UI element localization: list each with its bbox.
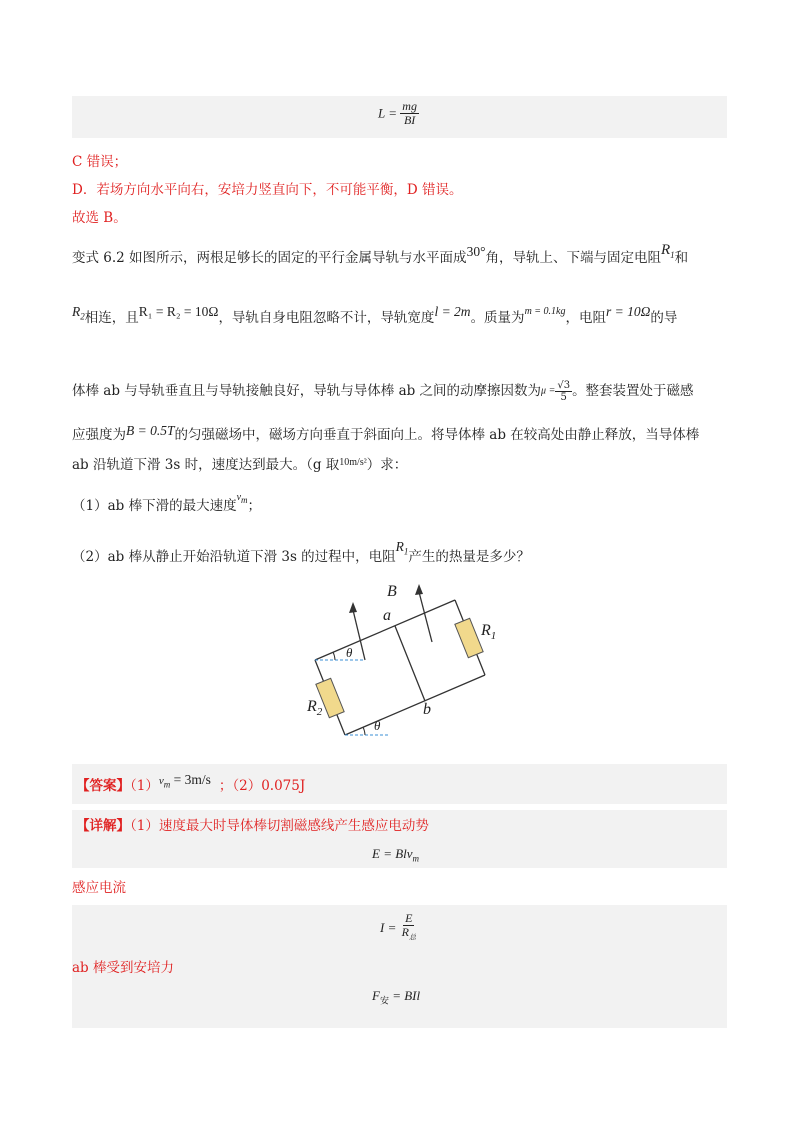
q2-R-symbol: R: [395, 539, 404, 554]
label-b: b: [423, 701, 431, 718]
rod-resistance: r = 10Ω: [605, 304, 651, 319]
equation-force-F: F: [372, 988, 380, 1003]
question-2-text: （2）ab 棒从静止开始沿轨道下滑 3s 的过程中，电阻: [72, 549, 396, 565]
label-theta-bottom: θ: [374, 718, 381, 733]
label-a: a: [383, 607, 391, 624]
problem-text-2a: 相连，且: [84, 310, 139, 326]
detail-text: （1）速度最大时导体棒切割磁感线产生感应电动势: [130, 818, 429, 834]
question-1-text: （1）ab 棒下滑的最大速度: [72, 498, 237, 514]
problem-text-4b: 的匀强磁场中，磁场方向垂直于斜面向上。将导体棒 ab 在较高处由静止释放，当导体棒: [174, 427, 700, 443]
label-R1: [481, 622, 496, 642]
resistor-R1: [455, 618, 483, 657]
q1-v-symbol: v: [236, 492, 242, 503]
problem-text-2d: ，电阻: [565, 310, 606, 326]
label-R2: [307, 698, 322, 718]
equation-current-lhs: I =: [380, 920, 397, 936]
equation-emf: [372, 846, 419, 864]
mass-value: m = 0.1kg: [524, 306, 566, 317]
equation-emf-main: E = Blv: [372, 846, 413, 861]
problem-text-3b: 。整套装置处于磁感: [572, 383, 694, 399]
equation-current-den-sub: 总: [408, 933, 416, 942]
mu-den: 5: [560, 392, 567, 403]
equation-force-rhs: = BIl: [392, 988, 421, 1003]
problem-text-1c: 和: [674, 250, 689, 266]
ampere-force-label: ab 棒受到安培力: [72, 960, 174, 976]
field-arrow-left: [353, 610, 365, 660]
angle-arc-top: [333, 652, 335, 660]
problem-line-3: [72, 380, 694, 403]
induced-current-label: 感应电流: [72, 880, 126, 896]
equation-current-num: E: [405, 911, 413, 925]
problem-line-5: [72, 455, 407, 477]
circuit-diagram: [295, 580, 505, 750]
problem-text-4a: 应强度为: [72, 427, 126, 443]
R2-symbol: R: [72, 304, 81, 319]
problem-text-2b: ，导轨自身电阻忽略不计，导轨宽度: [218, 310, 435, 326]
label-theta-top: θ: [346, 645, 353, 660]
answer-v-sub: m: [163, 779, 171, 790]
label-R2-sub: 2: [316, 706, 323, 719]
problem-text-5b: ）求：: [366, 457, 408, 473]
problem-text-5a: ab 沿轨道下滑 3s 时，速度达到最大。（g 取: [72, 457, 340, 473]
resistor-equation: R₁ = R₂ = 10Ω: [138, 304, 219, 319]
line-choose: 故选 B。: [72, 210, 127, 226]
field-arrow-right: [419, 592, 432, 642]
question-2-end: 产生的热量是多少？: [408, 549, 530, 565]
detail-line: [76, 816, 429, 836]
R1-sub: 1: [670, 250, 675, 260]
answer-v: v: [158, 775, 164, 787]
detail-tag: 【详解】: [76, 818, 130, 834]
problem-line-1: [72, 242, 689, 273]
gravity-value: 10m/s²: [339, 457, 367, 468]
problem-text-1a: 变式 6.2 如图所示，两根足够长的固定的平行金属导轨与水平面成: [72, 250, 467, 266]
question-1-end: ；: [247, 498, 262, 514]
question-2: [72, 539, 530, 572]
problem-text-1b: 角，导轨上、下端与固定电阻: [485, 250, 661, 266]
arrowhead-right-icon: [415, 584, 423, 595]
formula-L: [378, 100, 419, 127]
rail-width: l = 2m: [434, 304, 471, 319]
answer-tag: 【答案】: [76, 778, 130, 794]
lower-rail: [345, 675, 485, 735]
angle-value: 30°: [466, 244, 486, 259]
label-R1-sub: 1: [490, 630, 497, 643]
line-d: D．若场方向水平向右，安培力竖直向下，不可能平衡，D 错误。: [72, 182, 463, 198]
formula-L-den: BI: [403, 113, 416, 127]
problem-text-3a: 体棒 ab 与导轨垂直且与导轨接触良好，导轨与导体棒 ab 之间的动摩擦因数为: [72, 383, 542, 399]
q2-R-sub: 1: [403, 546, 409, 557]
equation-force: [372, 988, 420, 1007]
equation-force-sub: 安: [379, 995, 389, 1006]
answer-separator: ；: [218, 778, 233, 794]
answer-part-2: （2）0.075J: [232, 778, 306, 794]
problem-text-2c: 。质量为: [470, 310, 525, 326]
answer-part-1: （1）: [130, 778, 159, 794]
equation-current: [380, 912, 418, 944]
question-1: [72, 492, 262, 520]
R2-sub: 2: [80, 311, 85, 322]
problem-line-4: [72, 425, 699, 445]
problem-line-2: [72, 304, 678, 333]
equation-emf-sub: m: [412, 853, 420, 864]
answer-v-eq: = 3m/s: [173, 772, 211, 787]
answer-line: [76, 772, 306, 801]
rod-ab: [395, 626, 425, 701]
label-B: B: [387, 583, 397, 600]
problem-text-2e: 的导: [650, 310, 678, 326]
formula-L-num: mg: [402, 99, 417, 113]
field-value: B = 0.5T: [126, 423, 175, 438]
label-R1-symbol: R: [481, 622, 491, 639]
angle-arc-bottom: [363, 727, 365, 735]
line-c: C 错误；: [72, 154, 128, 170]
arrowhead-left-icon: [349, 602, 357, 613]
formula-L-lhs: L =: [378, 105, 398, 121]
equation-current-den: R: [401, 925, 409, 939]
mu-lhs: μ =: [541, 385, 556, 397]
label-R2-symbol: R: [307, 698, 317, 715]
R1-symbol: R: [660, 242, 671, 258]
mu-num: √3: [557, 380, 571, 391]
q1-v-sub: m: [241, 495, 248, 505]
